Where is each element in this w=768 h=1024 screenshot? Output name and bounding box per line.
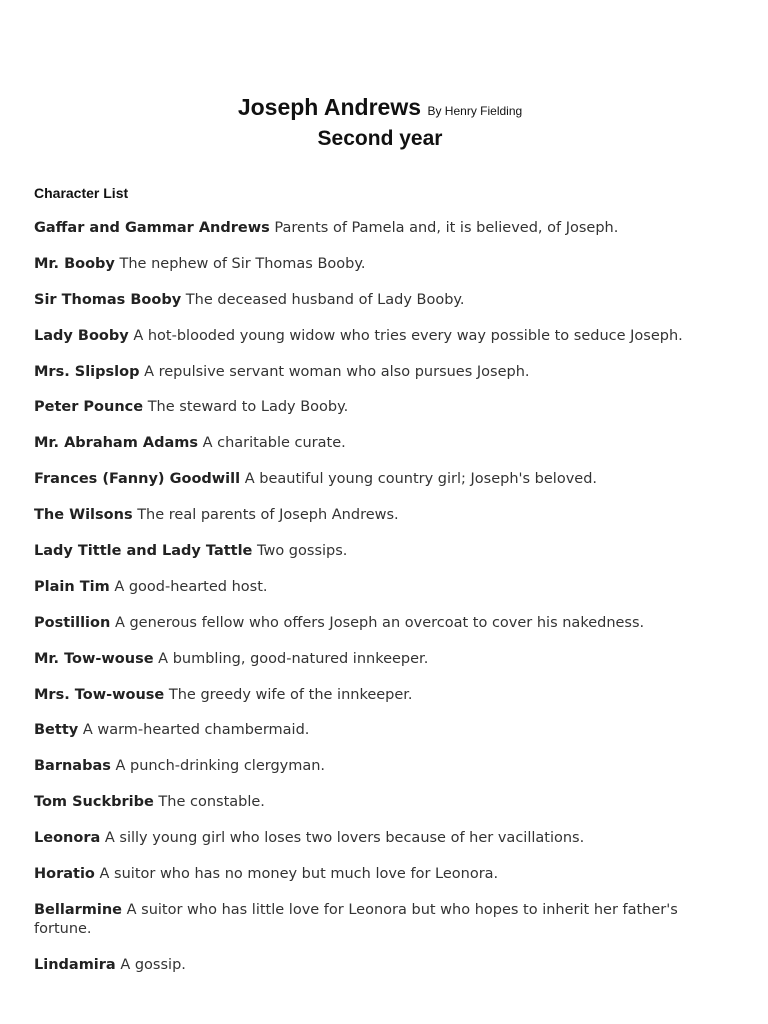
character-name: Horatio xyxy=(34,866,95,883)
character-name: Barnabas xyxy=(34,758,111,775)
character-description: A warm-hearted chambermaid. xyxy=(82,722,310,739)
character-name: Lady Tittle and Lady Tattle xyxy=(34,543,253,560)
character-name: Peter Pounce xyxy=(34,399,144,416)
character-description: Parents of Pamela and, it is believed, of Joseph. xyxy=(274,220,619,236)
character-name: Mr. Abraham Adams xyxy=(34,435,198,452)
character-description: A hot-blooded young widow who tries every way possible to seduce Joseph. xyxy=(133,327,683,344)
character-description: Two gossips. xyxy=(257,543,348,560)
author-byline: By Henry Fielding xyxy=(427,104,523,118)
character-entry xyxy=(34,650,724,669)
title-line xyxy=(0,92,760,126)
character-entry xyxy=(34,956,724,975)
character-name: Sir Thomas Booby xyxy=(34,291,182,308)
character-entry xyxy=(34,506,724,525)
character-description: A repulsive servant woman who also pursues Joseph. xyxy=(144,363,530,380)
character-description: A generous fellow who offers Joseph an overcoat to cover his nakedness. xyxy=(114,614,645,631)
character-entry xyxy=(34,434,724,453)
character-entry xyxy=(34,757,724,776)
character-list xyxy=(34,219,724,992)
character-description: A good-hearted host. xyxy=(114,578,268,595)
character-entry xyxy=(34,363,724,382)
character-name: The Wilsons xyxy=(34,507,133,524)
character-entry xyxy=(34,865,724,884)
character-entry xyxy=(34,686,724,705)
character-entry xyxy=(34,614,724,633)
character-name: Tom Suckbribe xyxy=(34,794,154,811)
character-entry xyxy=(34,542,724,561)
character-name: Postillion xyxy=(34,614,111,631)
character-name: Bellarmine xyxy=(34,901,122,918)
character-name: Leonora xyxy=(34,830,101,847)
title-block xyxy=(0,92,760,152)
character-name: Frances (Fanny) Goodwill xyxy=(34,471,241,488)
character-entry xyxy=(34,793,724,812)
character-name: Betty xyxy=(34,722,79,739)
character-description: A charitable curate. xyxy=(202,435,346,452)
document-subtitle: Second year xyxy=(317,127,443,150)
character-entry xyxy=(34,255,724,274)
document-title: Joseph Andrews xyxy=(237,94,422,120)
character-description: A suitor who has little love for Leonora but who hopes to inherit her father's fortune. xyxy=(34,901,678,937)
character-description: The steward to Lady Booby. xyxy=(147,399,349,416)
character-entry xyxy=(34,578,724,597)
character-name: Mr. Booby xyxy=(34,255,115,272)
character-name: Lindamira xyxy=(34,956,116,973)
section-heading: Character List xyxy=(34,185,129,201)
character-name: Gaffar and Gammar Andrews xyxy=(34,220,270,236)
character-description: The constable. xyxy=(158,794,265,811)
character-description: The real parents of Joseph Andrews. xyxy=(137,507,399,524)
character-description: The deceased husband of Lady Booby. xyxy=(185,291,465,308)
character-description: The greedy wife of the innkeeper. xyxy=(168,686,413,703)
character-entry xyxy=(34,721,724,740)
character-description: A gossip. xyxy=(120,956,186,973)
character-entry xyxy=(34,398,724,417)
character-entry xyxy=(34,470,724,489)
character-entry xyxy=(34,901,724,939)
character-description: A suitor who has no money but much love for Leonora. xyxy=(99,866,499,883)
character-name: Mrs. Tow-wouse xyxy=(34,686,165,703)
character-name: Mr. Tow-wouse xyxy=(34,650,154,667)
character-description: A bumbling, good-natured innkeeper. xyxy=(158,650,429,667)
character-name: Mrs. Slipslop xyxy=(34,363,140,380)
character-description: The nephew of Sir Thomas Booby. xyxy=(119,255,366,272)
character-description: A punch-drinking clergyman. xyxy=(115,758,326,775)
character-entry xyxy=(34,327,724,346)
character-entry xyxy=(34,829,724,848)
character-name: Plain Tim xyxy=(34,578,110,595)
character-description: A silly young girl who loses two lovers because of her vacillations. xyxy=(104,830,585,847)
character-entry xyxy=(34,219,724,238)
character-name: Lady Booby xyxy=(34,327,129,344)
character-entry xyxy=(34,291,724,310)
character-description: A beautiful young country girl; Joseph's beloved. xyxy=(244,471,598,488)
